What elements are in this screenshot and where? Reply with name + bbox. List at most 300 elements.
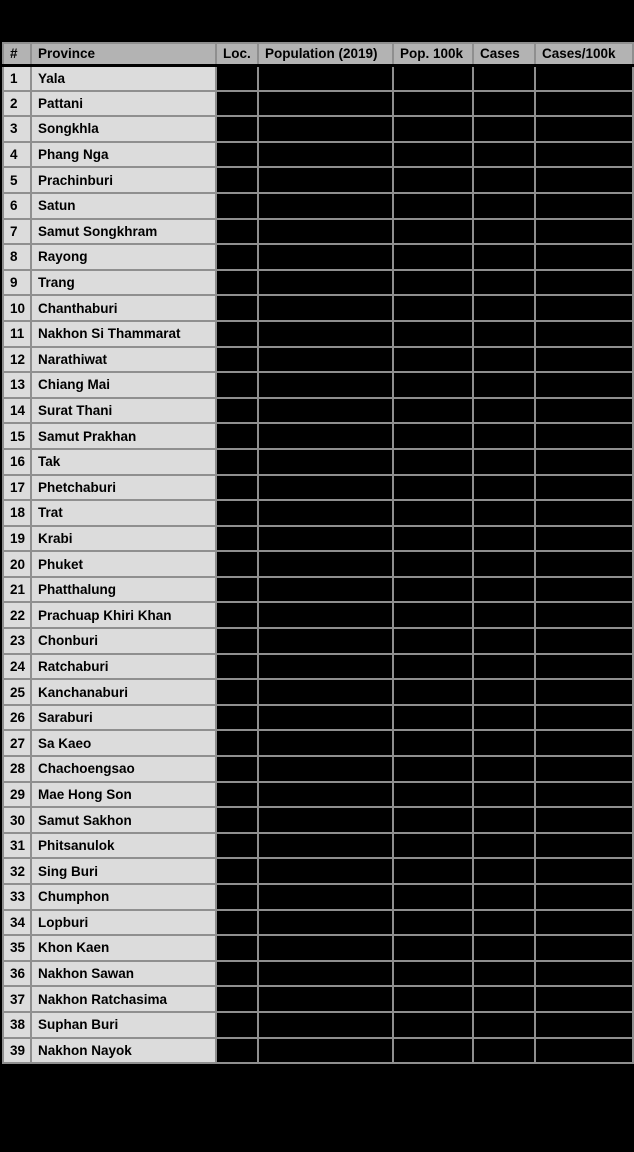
pop-100k-cell	[393, 193, 473, 219]
pop-100k-cell	[393, 730, 473, 756]
cases-100k-cell	[535, 500, 633, 526]
cases-cell	[473, 219, 535, 245]
cases-cell	[473, 167, 535, 193]
table-row	[3, 1012, 633, 1038]
pop-100k-cell	[393, 423, 473, 449]
row-number-cell: 17	[3, 475, 31, 501]
province-cell: Chachoengsao	[31, 756, 216, 782]
column-header-province: Province	[31, 43, 216, 65]
pop-100k-cell	[393, 398, 473, 424]
province-cell: Phetchaburi	[31, 475, 216, 501]
loc-cell	[216, 833, 258, 859]
province-cell: Chonburi	[31, 628, 216, 654]
cases-cell	[473, 244, 535, 270]
loc-cell	[216, 475, 258, 501]
row-number-cell: 9	[3, 270, 31, 296]
cases-100k-cell	[535, 782, 633, 808]
row-number-cell: 27	[3, 730, 31, 756]
cases-100k-cell	[535, 679, 633, 705]
pop-100k-cell	[393, 244, 473, 270]
column-header-population: Population (2019)	[258, 43, 393, 65]
loc-cell	[216, 1012, 258, 1038]
population-cell	[258, 500, 393, 526]
population-cell	[258, 756, 393, 782]
population-cell	[258, 398, 393, 424]
row-number-cell: 3	[3, 116, 31, 142]
population-cell	[258, 807, 393, 833]
province-cell: Mae Hong Son	[31, 782, 216, 808]
row-number-cell: 34	[3, 910, 31, 936]
loc-cell	[216, 321, 258, 347]
cases-100k-cell	[535, 1012, 633, 1038]
cases-cell	[473, 526, 535, 552]
province-cell: Samut Songkhram	[31, 219, 216, 245]
row-number-cell: 37	[3, 986, 31, 1012]
province-cell: Phitsanulok	[31, 833, 216, 859]
table-row	[3, 91, 633, 117]
table-row	[3, 347, 633, 373]
cases-100k-cell	[535, 628, 633, 654]
loc-cell	[216, 142, 258, 168]
cases-100k-cell	[535, 910, 633, 936]
cases-cell	[473, 577, 535, 603]
cases-cell	[473, 961, 535, 987]
loc-cell	[216, 858, 258, 884]
loc-cell	[216, 730, 258, 756]
loc-cell	[216, 628, 258, 654]
province-cell: Tak	[31, 449, 216, 475]
table-row	[3, 858, 633, 884]
table-body	[3, 65, 633, 1063]
province-cell: Sing Buri	[31, 858, 216, 884]
population-cell	[258, 142, 393, 168]
cases-100k-cell	[535, 730, 633, 756]
table-row	[3, 1038, 633, 1064]
province-cell: Nakhon Si Thammarat	[31, 321, 216, 347]
table-row	[3, 500, 633, 526]
row-number-cell: 20	[3, 551, 31, 577]
cases-cell	[473, 1012, 535, 1038]
loc-cell	[216, 91, 258, 117]
cases-100k-cell	[535, 986, 633, 1012]
pop-100k-cell	[393, 986, 473, 1012]
cases-100k-cell	[535, 91, 633, 117]
cases-cell	[473, 142, 535, 168]
table-row	[3, 833, 633, 859]
table-row	[3, 423, 633, 449]
column-header-cases: Cases	[473, 43, 535, 65]
cases-cell	[473, 551, 535, 577]
table-row	[3, 679, 633, 705]
table-row	[3, 65, 633, 91]
population-cell	[258, 193, 393, 219]
cases-cell	[473, 807, 535, 833]
table-header	[3, 43, 633, 65]
loc-cell	[216, 500, 258, 526]
row-number-cell: 32	[3, 858, 31, 884]
pop-100k-cell	[393, 1012, 473, 1038]
population-cell	[258, 782, 393, 808]
population-cell	[258, 705, 393, 731]
cases-cell	[473, 602, 535, 628]
population-cell	[258, 347, 393, 373]
table-row	[3, 628, 633, 654]
cases-cell	[473, 833, 535, 859]
loc-cell	[216, 270, 258, 296]
cases-100k-cell	[535, 65, 633, 91]
table-row	[3, 935, 633, 961]
loc-cell	[216, 679, 258, 705]
population-cell	[258, 372, 393, 398]
cases-100k-cell	[535, 551, 633, 577]
table-row	[3, 884, 633, 910]
cases-cell	[473, 65, 535, 91]
pop-100k-cell	[393, 1038, 473, 1064]
column-header-cases-100k: Cases/100k	[535, 43, 633, 65]
loc-cell	[216, 782, 258, 808]
cases-cell	[473, 321, 535, 347]
table-row	[3, 577, 633, 603]
cases-100k-cell	[535, 1038, 633, 1064]
loc-cell	[216, 756, 258, 782]
row-number-cell: 33	[3, 884, 31, 910]
cases-cell	[473, 910, 535, 936]
cases-cell	[473, 730, 535, 756]
pop-100k-cell	[393, 628, 473, 654]
row-number-cell: 19	[3, 526, 31, 552]
loc-cell	[216, 398, 258, 424]
population-cell	[258, 577, 393, 603]
population-cell	[258, 730, 393, 756]
row-number-cell: 14	[3, 398, 31, 424]
row-number-cell: 31	[3, 833, 31, 859]
row-number-cell: 35	[3, 935, 31, 961]
province-cell: Samut Prakhan	[31, 423, 216, 449]
loc-cell	[216, 219, 258, 245]
province-cell: Phang Nga	[31, 142, 216, 168]
cases-100k-cell	[535, 858, 633, 884]
population-cell	[258, 833, 393, 859]
table-row	[3, 782, 633, 808]
population-cell	[258, 1038, 393, 1064]
province-cell: Phuket	[31, 551, 216, 577]
pop-100k-cell	[393, 65, 473, 91]
pop-100k-cell	[393, 756, 473, 782]
province-cell: Nakhon Nayok	[31, 1038, 216, 1064]
loc-cell	[216, 295, 258, 321]
pop-100k-cell	[393, 270, 473, 296]
cases-cell	[473, 628, 535, 654]
province-cell: Pattani	[31, 91, 216, 117]
population-cell	[258, 628, 393, 654]
pop-100k-cell	[393, 705, 473, 731]
province-cell: Sa Kaeo	[31, 730, 216, 756]
loc-cell	[216, 961, 258, 987]
cases-100k-cell	[535, 193, 633, 219]
cases-cell	[473, 193, 535, 219]
loc-cell	[216, 372, 258, 398]
pop-100k-cell	[393, 475, 473, 501]
pop-100k-cell	[393, 347, 473, 373]
population-cell	[258, 475, 393, 501]
cases-100k-cell	[535, 244, 633, 270]
row-number-cell: 39	[3, 1038, 31, 1064]
cases-100k-cell	[535, 756, 633, 782]
population-cell	[258, 526, 393, 552]
loc-cell	[216, 193, 258, 219]
population-cell	[258, 219, 393, 245]
province-cell: Nakhon Ratchasima	[31, 986, 216, 1012]
table-row	[3, 219, 633, 245]
cases-cell	[473, 347, 535, 373]
loc-cell	[216, 65, 258, 91]
population-cell	[258, 961, 393, 987]
cases-100k-cell	[535, 449, 633, 475]
cases-cell	[473, 475, 535, 501]
loc-cell	[216, 167, 258, 193]
table-row	[3, 551, 633, 577]
pop-100k-cell	[393, 782, 473, 808]
province-cell: Khon Kaen	[31, 935, 216, 961]
table-row	[3, 398, 633, 424]
province-cell: Chiang Mai	[31, 372, 216, 398]
cases-100k-cell	[535, 577, 633, 603]
cases-100k-cell	[535, 116, 633, 142]
row-number-cell: 2	[3, 91, 31, 117]
province-cell: Phatthalung	[31, 577, 216, 603]
population-cell	[258, 935, 393, 961]
province-cell: Narathiwat	[31, 347, 216, 373]
table-row	[3, 730, 633, 756]
cases-cell	[473, 91, 535, 117]
population-cell	[258, 551, 393, 577]
cases-100k-cell	[535, 935, 633, 961]
province-cell: Songkhla	[31, 116, 216, 142]
table-row	[3, 142, 633, 168]
province-cell: Trang	[31, 270, 216, 296]
province-cell: Prachinburi	[31, 167, 216, 193]
cases-100k-cell	[535, 347, 633, 373]
province-cell: Rayong	[31, 244, 216, 270]
row-number-cell: 18	[3, 500, 31, 526]
row-number-cell: 15	[3, 423, 31, 449]
row-number-cell: 36	[3, 961, 31, 987]
cases-100k-cell	[535, 398, 633, 424]
table-row	[3, 705, 633, 731]
loc-cell	[216, 449, 258, 475]
population-cell	[258, 116, 393, 142]
table-row	[3, 193, 633, 219]
province-cell: Samut Sakhon	[31, 807, 216, 833]
table-row	[3, 756, 633, 782]
loc-cell	[216, 935, 258, 961]
row-number-cell: 11	[3, 321, 31, 347]
loc-cell	[216, 884, 258, 910]
population-cell	[258, 65, 393, 91]
loc-cell	[216, 347, 258, 373]
population-cell	[258, 654, 393, 680]
loc-cell	[216, 116, 258, 142]
table-row	[3, 986, 633, 1012]
population-cell	[258, 423, 393, 449]
province-cell: Trat	[31, 500, 216, 526]
cases-100k-cell	[535, 526, 633, 552]
row-number-cell: 8	[3, 244, 31, 270]
row-number-cell: 6	[3, 193, 31, 219]
pop-100k-cell	[393, 833, 473, 859]
loc-cell	[216, 654, 258, 680]
cases-cell	[473, 705, 535, 731]
loc-cell	[216, 1038, 258, 1064]
table-row	[3, 116, 633, 142]
population-cell	[258, 858, 393, 884]
province-cell: Krabi	[31, 526, 216, 552]
loc-cell	[216, 602, 258, 628]
loc-cell	[216, 807, 258, 833]
loc-cell	[216, 705, 258, 731]
row-number-cell: 10	[3, 295, 31, 321]
province-cell: Lopburi	[31, 910, 216, 936]
cases-100k-cell	[535, 295, 633, 321]
province-cell: Prachuap Khiri Khan	[31, 602, 216, 628]
pop-100k-cell	[393, 935, 473, 961]
cases-cell	[473, 116, 535, 142]
loc-cell	[216, 577, 258, 603]
cases-100k-cell	[535, 961, 633, 987]
row-number-cell: 22	[3, 602, 31, 628]
column-header-pop-100k: Pop. 100k	[393, 43, 473, 65]
pop-100k-cell	[393, 602, 473, 628]
cases-cell	[473, 756, 535, 782]
table-row	[3, 167, 633, 193]
row-number-cell: 16	[3, 449, 31, 475]
cases-cell	[473, 679, 535, 705]
population-cell	[258, 167, 393, 193]
row-number-cell: 21	[3, 577, 31, 603]
cases-100k-cell	[535, 321, 633, 347]
cases-100k-cell	[535, 884, 633, 910]
pop-100k-cell	[393, 961, 473, 987]
population-cell	[258, 321, 393, 347]
cases-100k-cell	[535, 167, 633, 193]
table-row	[3, 910, 633, 936]
cases-cell	[473, 295, 535, 321]
cases-100k-cell	[535, 833, 633, 859]
pop-100k-cell	[393, 167, 473, 193]
population-cell	[258, 910, 393, 936]
cases-cell	[473, 398, 535, 424]
cases-cell	[473, 372, 535, 398]
table-row	[3, 961, 633, 987]
pop-100k-cell	[393, 551, 473, 577]
province-cell: Ratchaburi	[31, 654, 216, 680]
cases-100k-cell	[535, 270, 633, 296]
row-number-cell: 13	[3, 372, 31, 398]
column-header-number: #	[3, 43, 31, 65]
column-header-location: Loc.	[216, 43, 258, 65]
population-cell	[258, 91, 393, 117]
population-cell	[258, 244, 393, 270]
table-row	[3, 526, 633, 552]
province-cell: Chumphon	[31, 884, 216, 910]
cases-cell	[473, 654, 535, 680]
province-cell: Nakhon Sawan	[31, 961, 216, 987]
cases-100k-cell	[535, 475, 633, 501]
cases-100k-cell	[535, 142, 633, 168]
pop-100k-cell	[393, 219, 473, 245]
row-number-cell: 1	[3, 65, 31, 91]
row-number-cell: 5	[3, 167, 31, 193]
province-cell: Kanchanaburi	[31, 679, 216, 705]
province-cell: Satun	[31, 193, 216, 219]
cases-100k-cell	[535, 602, 633, 628]
cases-100k-cell	[535, 372, 633, 398]
population-cell	[258, 986, 393, 1012]
provinces-cases-table	[2, 42, 634, 1064]
table-row	[3, 475, 633, 501]
header-row	[3, 43, 633, 65]
row-number-cell: 28	[3, 756, 31, 782]
pop-100k-cell	[393, 500, 473, 526]
province-cell: Yala	[31, 65, 216, 91]
cases-cell	[473, 884, 535, 910]
cases-100k-cell	[535, 807, 633, 833]
pop-100k-cell	[393, 142, 473, 168]
population-cell	[258, 884, 393, 910]
cases-cell	[473, 858, 535, 884]
cases-100k-cell	[535, 654, 633, 680]
population-cell	[258, 679, 393, 705]
cases-cell	[473, 986, 535, 1012]
table-row	[3, 244, 633, 270]
loc-cell	[216, 986, 258, 1012]
cases-100k-cell	[535, 423, 633, 449]
province-cell: Surat Thani	[31, 398, 216, 424]
row-number-cell: 26	[3, 705, 31, 731]
pop-100k-cell	[393, 295, 473, 321]
table-row	[3, 270, 633, 296]
pop-100k-cell	[393, 372, 473, 398]
loc-cell	[216, 244, 258, 270]
cases-100k-cell	[535, 219, 633, 245]
loc-cell	[216, 423, 258, 449]
pop-100k-cell	[393, 858, 473, 884]
row-number-cell: 25	[3, 679, 31, 705]
pop-100k-cell	[393, 449, 473, 475]
row-number-cell: 29	[3, 782, 31, 808]
loc-cell	[216, 551, 258, 577]
cases-cell	[473, 270, 535, 296]
pop-100k-cell	[393, 321, 473, 347]
population-cell	[258, 449, 393, 475]
pop-100k-cell	[393, 526, 473, 552]
loc-cell	[216, 910, 258, 936]
row-number-cell: 24	[3, 654, 31, 680]
pop-100k-cell	[393, 91, 473, 117]
population-cell	[258, 270, 393, 296]
row-number-cell: 30	[3, 807, 31, 833]
pop-100k-cell	[393, 910, 473, 936]
province-cell: Saraburi	[31, 705, 216, 731]
pop-100k-cell	[393, 654, 473, 680]
row-number-cell: 12	[3, 347, 31, 373]
cases-100k-cell	[535, 705, 633, 731]
cases-cell	[473, 449, 535, 475]
province-cell: Suphan Buri	[31, 1012, 216, 1038]
cases-cell	[473, 782, 535, 808]
province-cell: Chanthaburi	[31, 295, 216, 321]
table-row	[3, 654, 633, 680]
